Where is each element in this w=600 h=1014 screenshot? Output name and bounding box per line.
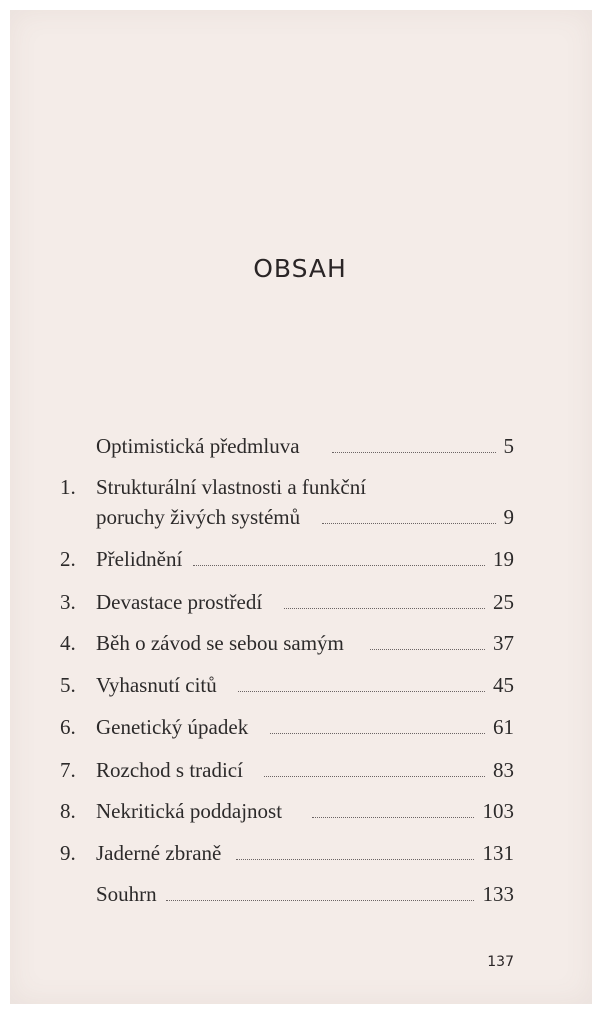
toc-entry-page: 25 bbox=[493, 590, 514, 614]
toc-entry-number: 7. bbox=[60, 758, 76, 782]
toc-entry-number: 2. bbox=[60, 547, 76, 571]
toc-entry bbox=[0, 473, 600, 501]
toc-entry-number: 4. bbox=[60, 631, 76, 655]
toc-entry-title: Genetický úpadek bbox=[96, 715, 249, 739]
toc-entry bbox=[0, 588, 600, 616]
toc-entry-page: 133 bbox=[482, 882, 514, 906]
toc-leader-dots bbox=[312, 817, 474, 818]
toc-entry-page: 19 bbox=[493, 547, 514, 571]
toc-entry-page: 5 bbox=[503, 434, 514, 458]
toc-entry-title: Rozchod s tradicí bbox=[96, 758, 243, 782]
toc-entry-title: Souhrn bbox=[96, 882, 157, 906]
toc-entry bbox=[0, 880, 600, 908]
toc-leader-dots bbox=[193, 565, 485, 566]
toc-entry bbox=[0, 671, 600, 699]
toc-entry-page: 45 bbox=[493, 673, 514, 697]
toc-entry-number: 8. bbox=[60, 799, 76, 823]
toc-leader-dots bbox=[322, 523, 496, 524]
toc-entry-page: 37 bbox=[493, 631, 514, 655]
toc-leader-dots bbox=[284, 608, 485, 609]
toc-entry-title: Vyhasnutí citů bbox=[96, 673, 217, 697]
toc-entry-page: 61 bbox=[493, 715, 514, 739]
page-number: 137 bbox=[487, 954, 514, 970]
toc-entry-title-line2: poruchy živých systémů bbox=[96, 505, 301, 529]
toc-entry-page: 131 bbox=[482, 841, 514, 865]
toc-entry bbox=[0, 432, 600, 460]
toc-entry-title: Strukturální vlastnosti a funkční bbox=[96, 475, 367, 499]
toc-entry-title: Nekritická poddajnost bbox=[96, 799, 283, 823]
toc-entry bbox=[0, 713, 600, 741]
toc-entry-number: 1. bbox=[60, 475, 76, 499]
toc-leader-dots bbox=[332, 452, 496, 453]
toc-entry-number: 6. bbox=[60, 715, 76, 739]
toc-leader-dots bbox=[370, 649, 485, 650]
toc-entry-page: 83 bbox=[493, 758, 514, 782]
toc-entry-title: Přelidnění bbox=[96, 547, 183, 571]
toc-leader-dots bbox=[270, 733, 485, 734]
toc-leader-dots bbox=[236, 859, 474, 860]
toc-entry-continuation bbox=[0, 503, 600, 531]
toc-entry-title: Běh o závod se sebou samým bbox=[96, 631, 344, 655]
toc-entry-number: 5. bbox=[60, 673, 76, 697]
toc-leader-dots bbox=[264, 776, 485, 777]
toc-entry-title: Devastace prostředí bbox=[96, 590, 263, 614]
toc-entry-page: 9 bbox=[503, 505, 514, 529]
toc-entry bbox=[0, 839, 600, 867]
toc-entry-page: 103 bbox=[482, 799, 514, 823]
toc-entry bbox=[0, 545, 600, 573]
toc-entry bbox=[0, 629, 600, 657]
toc-entry-number: 9. bbox=[60, 841, 76, 865]
toc-heading: OBSAH bbox=[253, 254, 347, 283]
toc-entry-title: Jaderné zbraně bbox=[96, 841, 222, 865]
toc-entry bbox=[0, 797, 600, 825]
toc-entry-title: Optimistická předmluva bbox=[96, 434, 300, 458]
toc-entry bbox=[0, 756, 600, 784]
toc-leader-dots bbox=[166, 900, 474, 901]
toc-entry-number: 3. bbox=[60, 590, 76, 614]
toc-leader-dots bbox=[238, 691, 485, 692]
